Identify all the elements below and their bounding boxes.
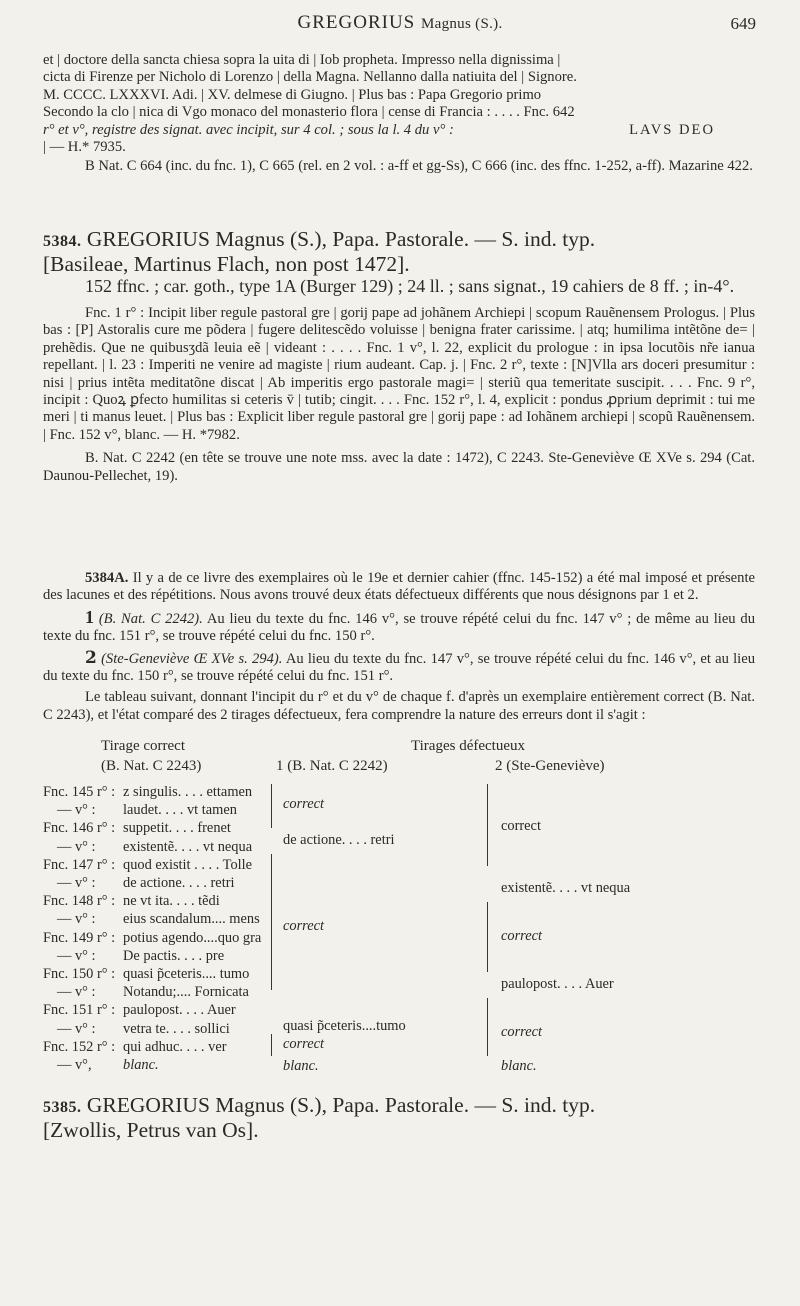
entry-5384A-text: Il y a de ce livre des exemplaires où le 19e et dernier cahier (ffnc. 145-152) a été mal imposé et présente des lacunes et des répétitions. Nous avons trouvé deux états défectueux différents que nous désignons par 1 et 2. xyxy=(43,570,755,604)
row-incipit: z singulis. . . . ettamen xyxy=(123,784,253,800)
entry-5384 xyxy=(43,228,755,485)
row-incipit: blanc. xyxy=(123,1057,159,1073)
state-1-correct-2: correct xyxy=(283,918,325,934)
intro-line: et | doctore della sancta chiesa sopra la uita di | Iob propheta. Impresso nella dignissima | xyxy=(43,52,561,68)
row-incipit: quod existit . . . . Tolle xyxy=(123,856,253,873)
entry-title: GREGORIUS Magnus (S.), Papa. Pastorale. — S. ind. typ. xyxy=(86,1093,596,1117)
row-label: — v° : xyxy=(57,947,96,964)
row-incipit: laudet. . . . vt tamen xyxy=(123,802,237,819)
state-1-note xyxy=(43,606,755,646)
col-header-correct: Tirage correct xyxy=(101,738,185,754)
state-2-existente: existentẽ. . . . vt nequa xyxy=(501,880,631,896)
row-label: Fnc. 148 r° : xyxy=(43,893,116,910)
row-label: — v° : xyxy=(57,802,96,819)
state-2-blanc: blanc. xyxy=(501,1058,537,1074)
row-label: Fnc. 146 r° : xyxy=(43,820,116,837)
brace-3 xyxy=(271,1034,272,1056)
state-2-correct-3: correct xyxy=(501,1024,543,1040)
intro-line-text: r° et v°, registre des signat. avec incipit, sur 4 col. ; sous la l. 4 du v° : xyxy=(43,121,454,138)
state-2-note xyxy=(43,647,756,686)
row-label: Fnc. 149 r° : xyxy=(43,929,116,946)
intro-line: Secondo la clo | nica di Vgo monaco del monasterio flora | cense di Francia : . . . . Fnc. 642 xyxy=(43,104,575,121)
row-incipit: existentẽ. . . . vt nequa xyxy=(123,838,253,855)
state-2-text: Au lieu du texte du fnc. 147 v°, se trouve répété celui du fnc. 146 v°, et au lieu du texte du fnc. 150 r°, se trouve répété celui du fnc. 151 r°. xyxy=(43,650,756,685)
row-incipit: suppetit. . . . frenet xyxy=(123,820,231,837)
row-incipit: ne vt ita. . . . tẽdi xyxy=(123,893,220,910)
row-label: — v° : xyxy=(57,838,96,855)
entry-transcription: Fnc. 1 r° : Incipit liber regule pastoral gre | gorij pape ad johãnem Archiepi | scopum Rauẽnensem Prologus. | Plus bas : [P] Astoralis cure me põdera | fugere delitescẽdo voluisse | benigna frater carissime. | atq; humilima intẽtõne de= | prehẽdis. Que ne quibusʒdã leuia eẽ | videant : . . . . Fnc. 1 v°, l. 22, explicit du prologue : in ipsa locutõis nr̃e ianua repellant. | l. 23 : Imperiti ne venire ad magiste | rium audeant. Cap. j. | Fnc. 2 r°, texte : [N]Vlla ars doceri presumitur : nisi | prius intẽta meditatõne discat | Ab imperitis ergo pastorale magi= | steriũ qua temeritate suscipit. . . . Fnc. 9 r°, incipit : Quoꝝ ꝑfecto humilitas si ceteris v̄ | tutib; cingit. . . . Fnc. 152 r°, l. 4, explicit : pondus ꝓprium deprimit : tui me meri | ti manus leuet. | Plus bas : Explicit liber regule pastoral gre | gorij pape : ad Iohãnem archiepi | scopũ Rauẽnensem. | Fnc. 152 v°, blanc. — H. *7982. xyxy=(43,305,755,443)
row-incipit: De pactis. . . . pre xyxy=(123,947,225,964)
row-incipit: Notandu;.... Fornicata xyxy=(123,984,249,1001)
col-header-correct-ref: (B. Nat. C 2243) xyxy=(101,758,202,774)
row-incipit: paulopost. . . . Auer xyxy=(123,1002,236,1019)
entry-5384A xyxy=(43,570,755,724)
entry-heading xyxy=(43,1094,755,1119)
brace-5 xyxy=(487,902,488,972)
entry-number: 5384. xyxy=(43,233,82,250)
running-title-rest: Magnus (S.). xyxy=(420,16,503,32)
running-title xyxy=(0,12,800,34)
state-1-blanc: blanc. xyxy=(283,1058,319,1074)
state-1-ref: (B. Nat. C 2242). xyxy=(98,610,203,627)
entry-5385 xyxy=(43,1094,755,1142)
brace-6 xyxy=(487,998,488,1056)
row-incipit: eius scandalum.... mens xyxy=(123,911,260,928)
entry-5384A-intro xyxy=(43,570,755,605)
entry-number: 5385. xyxy=(43,1099,82,1116)
brace-4 xyxy=(487,784,488,866)
entry-holdings: B. Nat. C 2242 (en tête se trouve une note mss. avec la date : 1472), C 2243. Ste-Geneviève Œ XVe s. 294 (Cat. Daunou-Pellechet, 19). xyxy=(43,450,755,484)
entry-heading xyxy=(43,228,755,253)
page-number: 649 xyxy=(730,14,756,33)
row-label: — v° : xyxy=(57,984,96,1001)
intro-line: M. CCCC. LXXXVI. Adi. | XV. delmese di Giugno. | Plus bas : Papa Gregorio primo xyxy=(43,86,542,103)
state-1-number: 1 xyxy=(85,606,94,627)
state-2-ref: (Ste-Geneviève Œ XVe s. 294). xyxy=(101,650,283,667)
row-label: Fnc. 152 r° : xyxy=(43,1038,116,1055)
entry-imprint: [Basileae, Martinus Flach, non post 1472]. xyxy=(43,252,410,276)
state-2-correct-2: correct xyxy=(501,928,543,944)
row-incipit: de actione. . . . retri xyxy=(123,875,235,891)
row-label: — v° : xyxy=(57,875,96,891)
intro-holdings: B Nat. C 664 (inc. du fnc. 1), C 665 (rel. en 2 vol. : a-ff et gg-Ss), C 666 (inc. des ffnc. 1-252, a-ff). Mazarine 422. xyxy=(85,158,753,175)
entry-number: 5384A. xyxy=(85,570,129,586)
entry-imprint: [Zwollis, Petrus van Os]. xyxy=(43,1118,259,1142)
row-label: Fnc. 151 r° : xyxy=(43,1002,116,1019)
intro-line: | — H.* 7935. xyxy=(43,139,126,156)
state-1-quasi: quasi p̃ceteris....tumo xyxy=(283,1018,406,1034)
row-incipit: qui adhuc. . . . ver xyxy=(123,1038,227,1055)
row-label: — v° : xyxy=(57,1020,96,1037)
state-2-correct: correct xyxy=(501,818,541,834)
state-1-correct: correct xyxy=(283,796,325,812)
table-intro: Le tableau suivant, donnant l'incipit du r° et du v° de chaque f. d'après un exemplaire entièrement correct (B. Nat. C 2243), et l'état comparé des 2 tirages défectueux, fera comprendre la nature des erreurs dont il s'agit : xyxy=(43,689,755,723)
row-label: — v°, xyxy=(57,1057,92,1073)
col-header-state-1: 1 (B. Nat. C 2242) xyxy=(276,758,388,774)
entry-collation: 152 ffnc. ; car. goth., type 1A (Burger 129) ; 24 ll. ; sans signat., 19 cahiers de 8 ff. ; in-4°. xyxy=(85,276,735,296)
intro-line: cicta di Firenze per Nicholo di Lorenzo | della Magna. Nellanno dalla natiuita del | Signore. xyxy=(43,69,577,86)
comparison-table xyxy=(43,738,755,1078)
state-2-number: 2 xyxy=(85,647,97,668)
row-label: — v° : xyxy=(57,911,96,928)
row-incipit: vetra te. . . . sollici xyxy=(123,1020,230,1037)
state-2-paulopost: paulopost. . . . Auer xyxy=(501,976,614,992)
col-header-state-2: 2 (Ste-Geneviève) xyxy=(495,758,605,774)
state-1-correct-3: correct xyxy=(283,1036,325,1052)
entry-title: GREGORIUS Magnus (S.), Papa. Pastorale. — S. ind. typ. xyxy=(86,227,596,251)
row-label: Fnc. 147 r° : xyxy=(43,856,116,873)
brace-1 xyxy=(271,784,272,828)
running-title-main: GREGORIUS xyxy=(297,12,416,33)
intro-line xyxy=(43,122,755,139)
intro-block xyxy=(43,52,755,176)
row-label: Fnc. 145 r° : xyxy=(43,784,116,800)
row-label: Fnc. 150 r° : xyxy=(43,966,116,982)
running-header xyxy=(0,12,800,36)
brace-2 xyxy=(271,854,272,990)
col-header-defective: Tirages défectueux xyxy=(411,738,525,754)
row-incipit: quasi p̃ceteris.... tumo xyxy=(123,966,250,982)
row-incipit: potius agendo....quo gra xyxy=(123,929,262,946)
state-1-de-actione: de actione. . . . retri xyxy=(283,832,395,848)
state-1-text: Au lieu du texte du fnc. 146 v°, se trouve répété celui du fnc. 147 v° ; de même au lieu du texte du fnc. 151 r°, se trouve répété celui du fnc. 150 r°. xyxy=(43,610,755,645)
lavs-deo: LAVS DEO xyxy=(629,121,715,138)
